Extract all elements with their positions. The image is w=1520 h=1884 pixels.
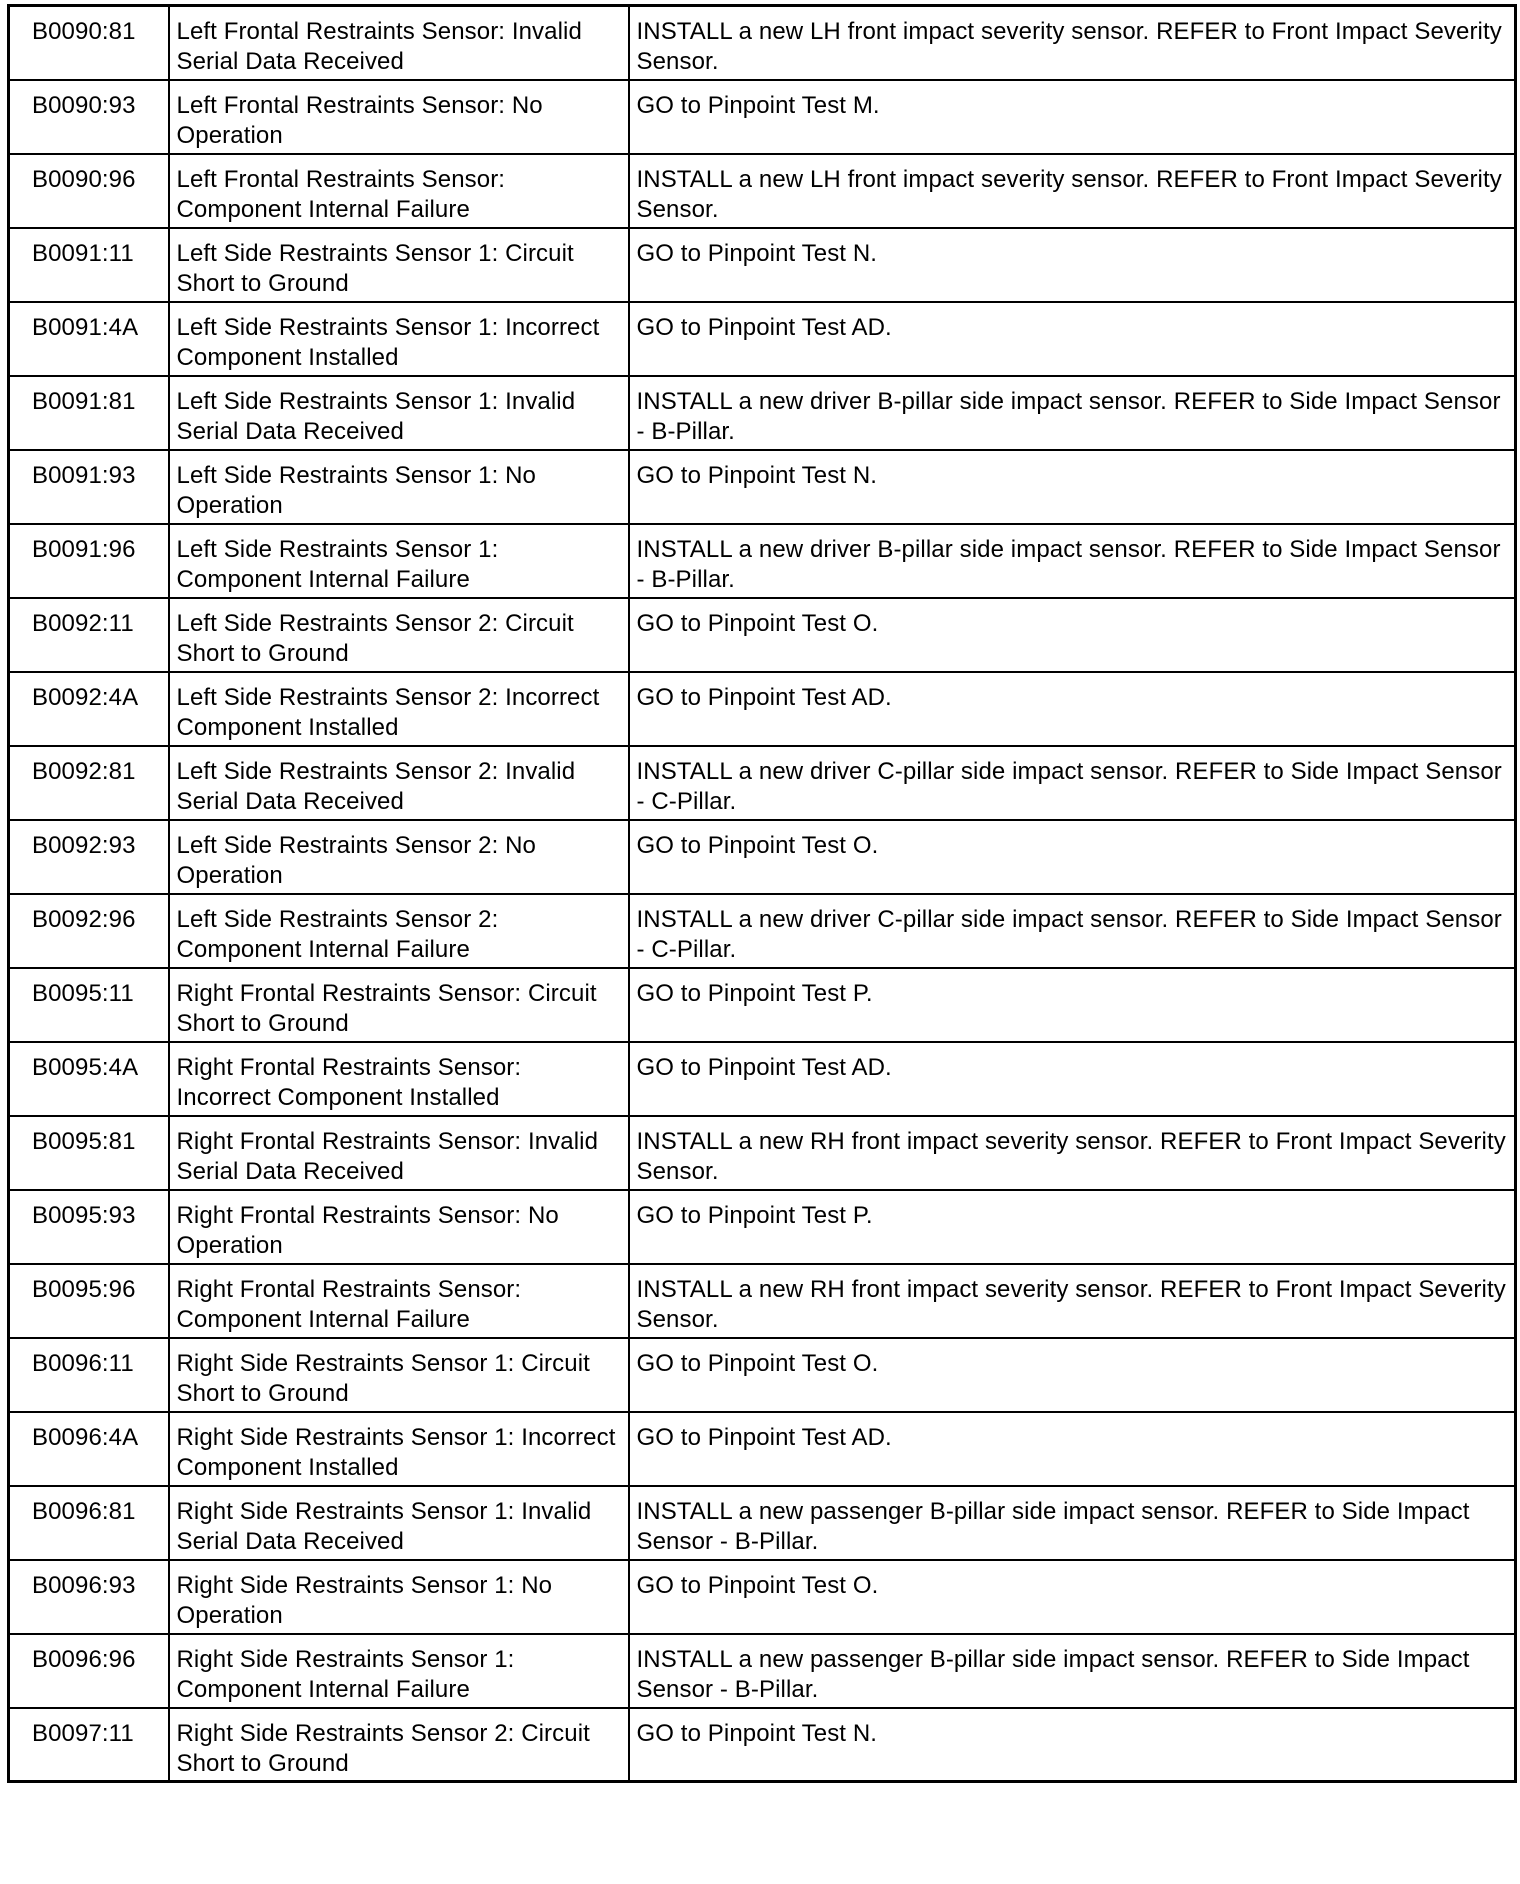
table-row — [9, 1634, 1516, 1708]
dtc-action-cell: GO to Pinpoint Test O. — [629, 820, 1516, 894]
dtc-description-cell: Right Side Restraints Sensor 1: No Operation — [169, 1560, 629, 1634]
dtc-description-cell: Right Frontal Restraints Sensor: Circuit Short to Ground — [169, 968, 629, 1042]
table-row — [9, 1708, 1516, 1782]
dtc-description-cell: Right Side Restraints Sensor 1: Component Internal Failure — [169, 1634, 629, 1708]
dtc-action-cell: INSTALL a new driver B-pillar side impact sensor. REFER to Side Impact Sensor - B-Pillar. — [629, 376, 1516, 450]
table-row — [9, 672, 1516, 746]
table-row — [9, 820, 1516, 894]
table-row — [9, 1338, 1516, 1412]
dtc-action-cell: INSTALL a new passenger B-pillar side impact sensor. REFER to Side Impact Sensor - B-Pillar. — [629, 1634, 1516, 1708]
dtc-code-cell: B0097:11 — [9, 1708, 169, 1782]
dtc-action-cell: GO to Pinpoint Test AD. — [629, 1042, 1516, 1116]
dtc-description-cell: Right Side Restraints Sensor 1: Circuit Short to Ground — [169, 1338, 629, 1412]
dtc-code-cell: B0096:81 — [9, 1486, 169, 1560]
dtc-description-cell: Left Frontal Restraints Sensor: Component Internal Failure — [169, 154, 629, 228]
dtc-code-cell: B0095:81 — [9, 1116, 169, 1190]
dtc-action-cell: GO to Pinpoint Test O. — [629, 1560, 1516, 1634]
dtc-description-cell: Left Frontal Restraints Sensor: Invalid Serial Data Received — [169, 6, 629, 80]
dtc-code-cell: B0095:11 — [9, 968, 169, 1042]
table-row — [9, 1190, 1516, 1264]
dtc-code-cell: B0092:81 — [9, 746, 169, 820]
dtc-code-cell: B0092:96 — [9, 894, 169, 968]
dtc-action-cell: GO to Pinpoint Test N. — [629, 450, 1516, 524]
dtc-description-cell: Left Side Restraints Sensor 1: Circuit Short to Ground — [169, 228, 629, 302]
table-row — [9, 1560, 1516, 1634]
table-row — [9, 450, 1516, 524]
dtc-action-cell: GO to Pinpoint Test N. — [629, 1708, 1516, 1782]
table-row — [9, 376, 1516, 450]
dtc-description-cell: Right Frontal Restraints Sensor: Invalid Serial Data Received — [169, 1116, 629, 1190]
table-row — [9, 598, 1516, 672]
dtc-code-cell: B0090:81 — [9, 6, 169, 80]
dtc-code-cell: B0092:93 — [9, 820, 169, 894]
dtc-code-cell: B0096:93 — [9, 1560, 169, 1634]
dtc-action-cell: INSTALL a new driver C-pillar side impact sensor. REFER to Side Impact Sensor - C-Pillar. — [629, 746, 1516, 820]
table-row — [9, 1264, 1516, 1338]
dtc-action-cell: GO to Pinpoint Test M. — [629, 80, 1516, 154]
dtc-description-cell: Left Side Restraints Sensor 1: Component Internal Failure — [169, 524, 629, 598]
dtc-action-cell: INSTALL a new driver C-pillar side impact sensor. REFER to Side Impact Sensor - C-Pillar. — [629, 894, 1516, 968]
dtc-action-cell: INSTALL a new RH front impact severity sensor. REFER to Front Impact Severity Sensor. — [629, 1264, 1516, 1338]
table-row — [9, 6, 1516, 80]
dtc-code-cell: B0096:11 — [9, 1338, 169, 1412]
dtc-action-cell: GO to Pinpoint Test O. — [629, 598, 1516, 672]
document-page — [7, 4, 1514, 1879]
dtc-code-cell: B0091:11 — [9, 228, 169, 302]
dtc-code-cell: B0095:93 — [9, 1190, 169, 1264]
dtc-description-cell: Right Frontal Restraints Sensor: Incorrect Component Installed — [169, 1042, 629, 1116]
table-row — [9, 1412, 1516, 1486]
dtc-action-cell: INSTALL a new RH front impact severity sensor. REFER to Front Impact Severity Sensor. — [629, 1116, 1516, 1190]
table-row — [9, 968, 1516, 1042]
table-row — [9, 1116, 1516, 1190]
dtc-code-cell: B0091:81 — [9, 376, 169, 450]
dtc-action-cell: GO to Pinpoint Test O. — [629, 1338, 1516, 1412]
dtc-action-cell: GO to Pinpoint Test P. — [629, 968, 1516, 1042]
dtc-code-cell: B0092:11 — [9, 598, 169, 672]
dtc-description-cell: Left Side Restraints Sensor 1: Invalid Serial Data Received — [169, 376, 629, 450]
dtc-description-cell: Right Side Restraints Sensor 1: Invalid Serial Data Received — [169, 1486, 629, 1560]
dtc-table — [7, 4, 1517, 1783]
dtc-description-cell: Left Side Restraints Sensor 2: Invalid Serial Data Received — [169, 746, 629, 820]
table-row — [9, 302, 1516, 376]
dtc-description-cell: Left Side Restraints Sensor 1: Incorrect Component Installed — [169, 302, 629, 376]
dtc-description-cell: Right Side Restraints Sensor 2: Circuit Short to Ground — [169, 1708, 629, 1782]
dtc-action-cell: GO to Pinpoint Test P. — [629, 1190, 1516, 1264]
dtc-action-cell: INSTALL a new driver B-pillar side impact sensor. REFER to Side Impact Sensor - B-Pillar. — [629, 524, 1516, 598]
dtc-code-cell: B0095:4A — [9, 1042, 169, 1116]
dtc-table-body — [9, 6, 1516, 1782]
dtc-action-cell: INSTALL a new passenger B-pillar side impact sensor. REFER to Side Impact Sensor - B-Pillar. — [629, 1486, 1516, 1560]
dtc-code-cell: B0090:93 — [9, 80, 169, 154]
dtc-code-cell: B0096:96 — [9, 1634, 169, 1708]
dtc-action-cell: GO to Pinpoint Test AD. — [629, 1412, 1516, 1486]
table-row — [9, 1486, 1516, 1560]
table-row — [9, 80, 1516, 154]
table-row — [9, 524, 1516, 598]
dtc-code-cell: B0091:93 — [9, 450, 169, 524]
dtc-action-cell: GO to Pinpoint Test AD. — [629, 672, 1516, 746]
dtc-description-cell: Right Frontal Restraints Sensor: No Operation — [169, 1190, 629, 1264]
dtc-description-cell: Right Side Restraints Sensor 1: Incorrect Component Installed — [169, 1412, 629, 1486]
dtc-code-cell: B0091:96 — [9, 524, 169, 598]
dtc-action-cell: GO to Pinpoint Test AD. — [629, 302, 1516, 376]
dtc-description-cell: Left Side Restraints Sensor 2: Component Internal Failure — [169, 894, 629, 968]
dtc-code-cell: B0091:4A — [9, 302, 169, 376]
table-row — [9, 894, 1516, 968]
dtc-code-cell: B0095:96 — [9, 1264, 169, 1338]
dtc-code-cell: B0090:96 — [9, 154, 169, 228]
table-row — [9, 228, 1516, 302]
dtc-description-cell: Left Side Restraints Sensor 2: No Operation — [169, 820, 629, 894]
table-row — [9, 746, 1516, 820]
dtc-description-cell: Left Side Restraints Sensor 1: No Operation — [169, 450, 629, 524]
table-row — [9, 154, 1516, 228]
dtc-code-cell: B0096:4A — [9, 1412, 169, 1486]
dtc-description-cell: Left Frontal Restraints Sensor: No Operation — [169, 80, 629, 154]
dtc-description-cell: Left Side Restraints Sensor 2: Incorrect Component Installed — [169, 672, 629, 746]
table-row — [9, 1042, 1516, 1116]
dtc-code-cell: B0092:4A — [9, 672, 169, 746]
dtc-action-cell: INSTALL a new LH front impact severity sensor. REFER to Front Impact Severity Sensor. — [629, 154, 1516, 228]
dtc-action-cell: INSTALL a new LH front impact severity sensor. REFER to Front Impact Severity Sensor. — [629, 6, 1516, 80]
dtc-description-cell: Right Frontal Restraints Sensor: Component Internal Failure — [169, 1264, 629, 1338]
dtc-description-cell: Left Side Restraints Sensor 2: Circuit Short to Ground — [169, 598, 629, 672]
dtc-action-cell: GO to Pinpoint Test N. — [629, 228, 1516, 302]
